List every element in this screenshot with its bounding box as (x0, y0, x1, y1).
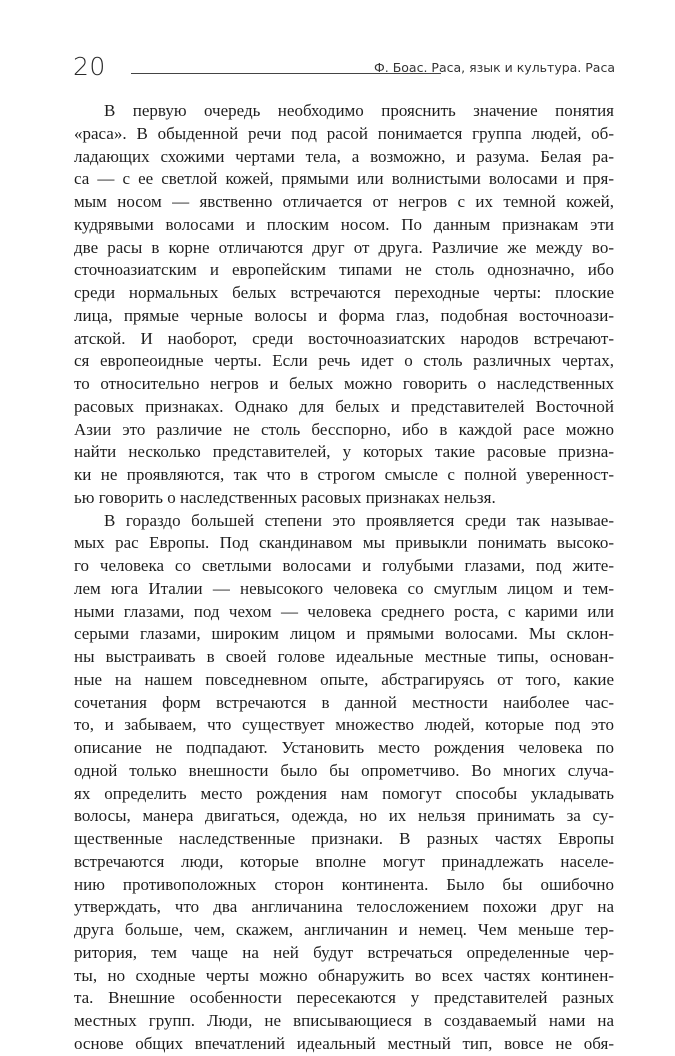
page-number: 20 (73, 52, 106, 81)
text-line: В первую очередь необходимо прояснить значение понятия (104, 101, 614, 120)
text-line: ритория, тем чаще на ней будут встречаться определенные чер- (74, 942, 614, 962)
text-line: В гораздо большей степени это проявляется среди так называе- (104, 510, 614, 530)
text-line: ты, но сходные черты можно обнаружить во всех частях континен- (74, 965, 614, 985)
text-line: сточноазиатским и европейским типами не столь однозначно, ибо (74, 260, 614, 280)
text-line: го человека со светлыми волосами и голубыми глазами, под жите- (74, 556, 614, 575)
text-line: то относительно негров и белых можно говорить о наследственных (74, 374, 614, 393)
text-line: сочетания форм встречаются в данной местности наиболее час- (74, 692, 614, 712)
text-line: друга больше, чем, скажем, англичанин и немец. Чем меньше тер- (74, 920, 614, 939)
text-line: среди нормальных белых встречаются переходные черты: плоские (74, 283, 614, 302)
text-line: волосы, манера двигаться, одежда, но их нельзя принимать за су- (74, 806, 614, 826)
text-line: ные на нашем повседневном опыте, абстрагируясь от того, какие (74, 669, 614, 689)
text-line: ях определить место рождения нам помогут способы укладывать (74, 783, 614, 803)
text-line: ью говорить о наследственных расовых признаках нельзя. (74, 487, 496, 507)
text-line: ными глазами, под чехом — человека среднего роста, с карими или (74, 601, 614, 621)
text-line: одной только внешности было бы опрометчиво. Во многих случа- (74, 760, 614, 780)
text-line: ся европеоидные черты. Если речь идет о столь различных чертах, (74, 351, 614, 371)
text-line: лем юга Италии — невысокого человека со смуглым лицом и тем- (74, 578, 614, 598)
text-line: ки не проявляются, так что в строгом смысле с полной уверенност- (74, 465, 614, 484)
text-line: описание не подпадают. Установить место рождения человека по (74, 738, 614, 757)
text-line: местных групп. Люди, не вписывающиеся в создаваемый нами на (74, 1011, 614, 1030)
text-line: щественные наследственные признаки. В разных частях Европы (74, 829, 614, 848)
text-line: та. Внешние особенности пересекаются у представителей разных (74, 988, 614, 1008)
page-header (73, 52, 615, 82)
running-head: Ф. Боас. Раса, язык и культура. Раса (374, 60, 615, 75)
text-line: «раса». В обыденной речи под расой понимается группа людей, об- (74, 123, 614, 143)
text-line: мым носом — явственно отличается от негров с их темной кожей, (74, 192, 614, 211)
text-line: нию противоположных сторон континента. Было бы ошибочно (74, 874, 614, 894)
text-line: основе общих впечатлений идеальный местный тип, вовсе не обя- (74, 1033, 614, 1053)
text-line: то, и забываем, что существует множество людей, которые под это (74, 715, 614, 735)
text-line: две расы в корне отличаются друг от друга. Различие же между во- (74, 237, 614, 257)
text-line: серыми глазами, широким лицом и прямыми волосами. Мы склон- (74, 624, 614, 644)
text-line: мых рас Европы. Под скандинавом мы привыкли понимать высоко- (74, 533, 614, 553)
text-line: кудрявыми волосами и плоским носом. По данным признакам эти (74, 214, 614, 234)
text-line: ладающих схожими чертами тела, а возможно, и разума. Белая ра- (74, 146, 614, 166)
text-line: лица, прямые черные волосы и форма глаз, подобная восточноази- (74, 305, 614, 325)
text-line: утверждать, что два англичанина телосложением похожи друг на (74, 897, 614, 917)
text-line: ны выстраивать в своей голове идеальные местные типы, основан- (74, 647, 614, 666)
text-line: расовых признаках. Однако для белых и представителей Восточной (74, 396, 614, 416)
text-line: са — с ее светлой кожей, прямыми или волнистыми волосами и пря- (74, 169, 614, 189)
text-line: встречаются люди, которые вполне могут принадлежать населе- (74, 851, 614, 871)
text-line: атской. И наоборот, среди восточноазиатских народов встречают- (74, 328, 614, 348)
body-text (74, 100, 614, 1056)
text-line: Азии это различие не столь бесспорно, ибо в каждой расе можно (74, 419, 614, 439)
text-line: найти несколько представителей, у которых такие расовые призна- (74, 442, 614, 462)
